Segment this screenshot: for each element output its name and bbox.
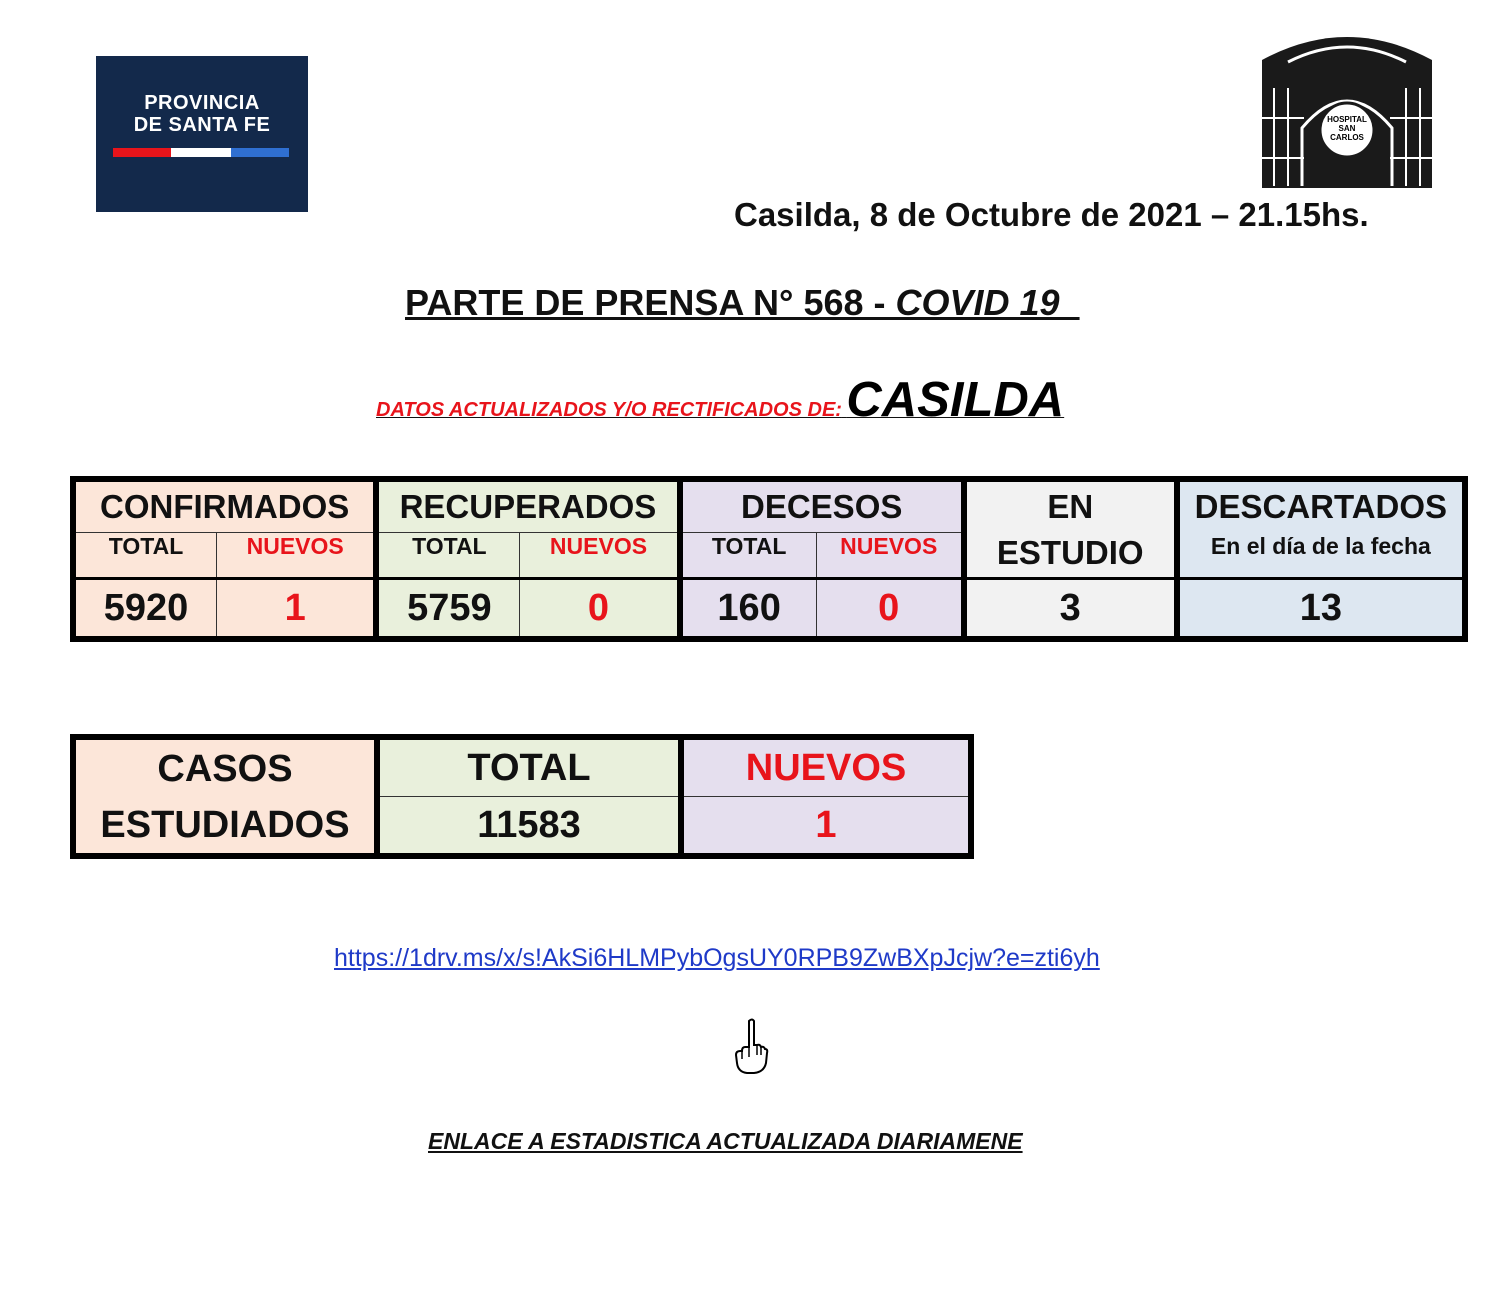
summary-table (70, 476, 1468, 642)
casos-nuevos-value: 1 (681, 797, 971, 857)
title-prefix: PARTE DE PRENSA N° 568 - (405, 282, 896, 323)
dateline: Casilda, 8 de Octubre de 2021 – 21.15hs. (734, 196, 1369, 233)
title-covid: COVID 19 (895, 282, 1080, 323)
header-confirmados: CONFIRMADOS (73, 479, 376, 533)
provincia-santa-fe-logo (96, 56, 308, 212)
stripe-white (171, 148, 231, 157)
logo-line-2: DE SANTA FE (133, 114, 271, 136)
hospital-logo-text-3: CARLOS (1330, 133, 1364, 142)
recuperados-total-value: 5759 (376, 579, 520, 640)
confirmados-nuevos-value: 1 (217, 579, 377, 640)
header-decesos: DECESOS (680, 479, 964, 533)
descartados-value: 13 (1177, 579, 1465, 640)
subtitle (376, 372, 1064, 428)
casos-label-line-2: ESTUDIADOS (100, 803, 350, 846)
descartados-sub-label: En el día de la fecha (1177, 533, 1465, 579)
hospital-san-carlos-logo (1254, 18, 1440, 188)
subtitle-label: DATOS ACTUALIZADOS Y/O RECTIFICADOS DE: (376, 399, 842, 421)
pointing-hand-icon (733, 1017, 769, 1075)
subtitle-city: CASILDA (846, 373, 1065, 427)
confirmados-total-value: 5920 (73, 579, 217, 640)
recuperados-nuevos-value: 0 (520, 579, 680, 640)
confirmados-total-label: TOTAL (73, 533, 217, 579)
recuperados-nuevos-label: NUEVOS (520, 533, 680, 579)
casos-total-label: TOTAL (377, 737, 681, 797)
recuperados-total-label: TOTAL (376, 533, 520, 579)
stripe-blue (231, 148, 289, 157)
header-recuperados: RECUPERADOS (376, 479, 679, 533)
casos-estudiados-table (70, 734, 974, 859)
decesos-total-label: TOTAL (680, 533, 817, 579)
decesos-nuevos-label: NUEVOS (816, 533, 964, 579)
casos-label-line-1: CASOS (157, 747, 293, 790)
stripe-red (113, 148, 171, 157)
casos-nuevos-label: NUEVOS (681, 737, 971, 797)
en-estudio-line-2: ESTUDIO (996, 533, 1144, 571)
en-estudio-line-1: EN (1047, 487, 1094, 525)
casos-total-value: 11583 (377, 797, 681, 857)
page-title (405, 282, 1080, 324)
confirmados-nuevos-label: NUEVOS (217, 533, 377, 579)
header-en-estudio (964, 479, 1177, 579)
hospital-logo-text-1: HOSPITAL (1327, 115, 1367, 124)
logo-line-1: PROVINCIA (144, 92, 260, 114)
header-descartados: DESCARTADOS (1177, 479, 1465, 533)
hospital-logo-text-2: SAN (1338, 124, 1356, 133)
decesos-nuevos-value: 0 (816, 579, 964, 640)
statistics-link[interactable]: https://1drv.ms/x/s!AkSi6HLMPybOgsUY0RPB9ZwBXpJcjw?e=zti6yh (334, 944, 1100, 972)
footer-caption: ENLACE A ESTADISTICA ACTUALIZADA DIARIAMENE (428, 1128, 1023, 1154)
casos-estudiados-label (73, 737, 377, 856)
flag-stripe (113, 148, 289, 157)
decesos-total-value: 160 (680, 579, 817, 640)
en-estudio-value: 3 (964, 579, 1177, 640)
